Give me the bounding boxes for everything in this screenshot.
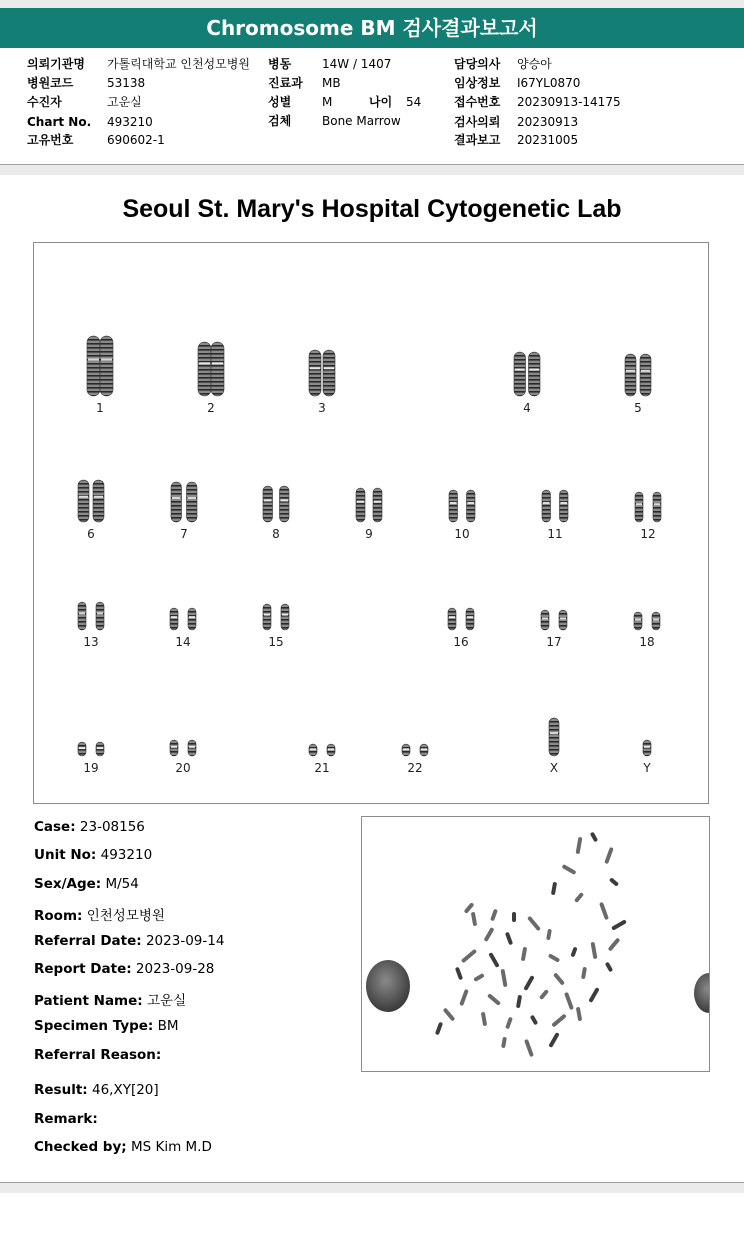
- metaphase-chromosome: [527, 916, 541, 932]
- info-value: 53138: [107, 76, 146, 90]
- chromosome-glyph: [305, 349, 339, 397]
- chromosome-label: 12: [640, 527, 656, 541]
- metaphase-chromosome: [435, 1022, 443, 1036]
- metaphase-chromosome: [548, 1032, 559, 1048]
- info-value: M: [322, 95, 333, 109]
- room-value: 인천성모병원: [86, 908, 165, 924]
- result-value: 46,XY[20]: [91, 1082, 159, 1098]
- metaphase-chromosome: [524, 1039, 534, 1057]
- metaphase-chromosome: [551, 1014, 567, 1028]
- metaphase-chromosome: [551, 882, 557, 895]
- metaphase-chromosome: [588, 987, 599, 1003]
- metaphase-chromosome: [574, 892, 584, 903]
- remark-line: [34, 1111, 98, 1127]
- info-label: 검체: [268, 114, 292, 128]
- chromosome-label: 16: [453, 635, 469, 649]
- chromosome-glyph: [83, 335, 117, 397]
- referral-date-label: Referral Date:: [34, 933, 142, 949]
- info-value: 20230913: [517, 115, 579, 129]
- metaphase-chromosome: [523, 975, 534, 991]
- metaphase-chromosome: [473, 973, 485, 982]
- chromosome-glyph: [74, 479, 108, 523]
- chromosome-glyph: [259, 603, 293, 631]
- chromosome-glyph: [74, 601, 108, 631]
- chromosome-label: 19: [83, 761, 99, 775]
- info-value: 20231005: [517, 133, 579, 147]
- metaphase-chromosome: [505, 932, 513, 946]
- chromosome-pair-14: [148, 607, 218, 649]
- info-label: 성별: [268, 95, 292, 109]
- reason-label: Referral Reason:: [34, 1047, 162, 1063]
- chromosome-label: 4: [523, 401, 531, 415]
- referral-date-value: 2023-09-14: [145, 933, 225, 949]
- info-value: MB: [322, 76, 341, 90]
- patient-value: 고운실: [146, 993, 187, 1009]
- metaphase-chromosome: [530, 1015, 538, 1026]
- chromosome-pair-y: [612, 739, 682, 775]
- info-label: 결과보고: [454, 133, 501, 147]
- sexage-label: Sex/Age:: [34, 876, 102, 892]
- unit-line: [34, 847, 152, 863]
- chromosome-label: Y: [643, 761, 651, 775]
- chromosome-glyph: [259, 485, 293, 523]
- chromosome-pair-17: [519, 609, 589, 649]
- info-label-age: 나이: [369, 95, 393, 109]
- chromosome-glyph: [194, 341, 228, 397]
- chromosome-label: 15: [268, 635, 284, 649]
- info-label: Chart No.: [27, 115, 92, 129]
- chromosome-label: 1: [96, 401, 104, 415]
- metaphase-chromosome: [521, 947, 527, 961]
- case-line: [34, 819, 145, 835]
- info-label: 담당의사: [454, 57, 501, 71]
- metaphase-chromosome: [591, 942, 598, 959]
- chromosome-glyph: [537, 609, 571, 631]
- chromosome-label: 10: [454, 527, 470, 541]
- info-label: 병원코드: [27, 76, 74, 90]
- metaphase-chromosome: [562, 864, 577, 875]
- chromosome-glyph: [445, 489, 479, 523]
- metaphase-chromosome: [459, 989, 469, 1006]
- metaphase-chromosome: [605, 962, 613, 973]
- metaphase-chromosome: [548, 953, 560, 962]
- chromosome-label: X: [549, 761, 559, 775]
- section-separator: [0, 165, 744, 175]
- case-value: 23-08156: [79, 819, 145, 835]
- remark-label: Remark:: [34, 1111, 98, 1127]
- info-value: 고운실: [107, 95, 142, 109]
- chromosome-glyph: [167, 481, 201, 523]
- chromosome-label: 22: [407, 761, 423, 775]
- chromosome-pair-16: [426, 607, 496, 649]
- patient-line: [34, 989, 186, 1009]
- checked-value: MS Kim M.D: [130, 1139, 212, 1155]
- specimen-value: BM: [157, 1018, 179, 1034]
- chromosome-label: 14: [175, 635, 191, 649]
- metaphase-image: [361, 816, 710, 1072]
- info-value: 493210: [107, 115, 153, 129]
- chromosome-spread: [435, 832, 627, 1057]
- chromosome-glyph: [631, 491, 665, 523]
- metaphase-chromosome: [443, 1007, 456, 1021]
- chromosome-label: 11: [547, 527, 563, 541]
- chromosome-pair-8: [241, 485, 311, 541]
- patient-label: Patient Name:: [34, 993, 143, 1009]
- info-label: 진료과: [268, 76, 303, 90]
- room-line: [34, 904, 165, 924]
- chromosome-label: 5: [634, 401, 642, 415]
- chromosome-glyph: [621, 353, 655, 397]
- chromosome-glyph: [538, 489, 572, 523]
- interphase-nucleus-left: [366, 960, 410, 1012]
- chromosome-glyph: [398, 743, 432, 757]
- info-label: 접수번호: [454, 95, 501, 109]
- checked-line: [34, 1139, 212, 1155]
- chromosome-pair-19: [56, 741, 126, 775]
- metaphase-chromosome: [590, 832, 598, 843]
- chromosome-pair-9: [334, 487, 404, 541]
- footer-separator: [0, 1183, 744, 1193]
- metaphase-chromosome: [516, 995, 522, 1008]
- metaphase-chromosome: [501, 1037, 507, 1049]
- case-label: Case:: [34, 819, 76, 835]
- metaphase-chromosome: [570, 947, 577, 958]
- metaphase-chromosome: [461, 949, 477, 964]
- metaphase-chromosome: [471, 912, 477, 926]
- info-value: Bone Marrow: [322, 114, 401, 128]
- metaphase-chromosome: [490, 909, 498, 922]
- report-date-label: Report Date:: [34, 961, 132, 977]
- unit-label: Unit No:: [34, 847, 97, 863]
- chromosome-label: 18: [639, 635, 655, 649]
- metaphase-spread: [362, 817, 709, 1071]
- info-label: 수진자: [27, 95, 62, 109]
- metaphase-chromosome: [500, 969, 507, 987]
- chromosome-label: 6: [87, 527, 95, 541]
- metaphase-chromosome: [553, 972, 565, 985]
- chromosome-pair-5: [603, 353, 673, 415]
- chromosome-glyph: [74, 741, 108, 757]
- report-date-value: 2023-09-28: [135, 961, 215, 977]
- metaphase-chromosome: [609, 877, 619, 886]
- chromosome-glyph: [510, 351, 544, 397]
- metaphase-chromosome: [539, 989, 549, 1000]
- room-label: Room:: [34, 908, 83, 924]
- chromosome-pair-3: [287, 349, 357, 415]
- metaphase-chromosome: [484, 927, 495, 942]
- chromosome-pair-18: [612, 611, 682, 649]
- chromosome-label: 3: [318, 401, 326, 415]
- chromosome-pair-1: [65, 335, 135, 415]
- result-line: [34, 1082, 159, 1098]
- metaphase-chromosome: [599, 902, 609, 920]
- metaphase-chromosome: [455, 967, 463, 981]
- metaphase-chromosome: [611, 919, 627, 930]
- specimen-line: [34, 1018, 179, 1034]
- checked-label: Checked by;: [34, 1139, 127, 1155]
- metaphase-chromosome: [505, 1017, 513, 1030]
- info-value: 가톨릭대학교 인천성모병원: [107, 57, 250, 71]
- info-value-age: 54: [406, 95, 422, 109]
- info-label: 병동: [268, 57, 292, 71]
- unit-value: 493210: [100, 847, 153, 863]
- metaphase-chromosome: [576, 837, 583, 854]
- info-value: I67YL0870: [517, 76, 581, 90]
- chromosome-pair-2: [176, 341, 246, 415]
- metaphase-chromosome: [608, 937, 621, 951]
- chromosome-pair-20: [148, 739, 218, 775]
- info-value: 양승아: [517, 57, 552, 71]
- metaphase-chromosome: [512, 912, 516, 922]
- chromosome-glyph: [166, 739, 200, 757]
- report-title: Chromosome BM 검사결과보고서: [0, 8, 744, 48]
- chromosome-label: 13: [83, 635, 99, 649]
- karyogram-panel: [33, 242, 709, 804]
- sexage-value: M/54: [105, 876, 139, 892]
- chromosome-pair-15: [241, 603, 311, 649]
- chromosome-label: 2: [207, 401, 215, 415]
- reason-line: [34, 1047, 161, 1063]
- lab-title: Seoul St. Mary's Hospital Cytogenetic Lab: [122, 195, 622, 223]
- referral-date-line: [34, 933, 224, 949]
- chromosome-label: 9: [365, 527, 373, 541]
- chromosome-glyph: [547, 717, 561, 757]
- info-value: 20230913-14175: [517, 95, 621, 109]
- top-band: [0, 0, 744, 8]
- metaphase-chromosome: [604, 847, 614, 864]
- specimen-label: Specimen Type:: [34, 1018, 154, 1034]
- chromosome-label: 17: [546, 635, 562, 649]
- info-label: 검사의뢰: [454, 115, 501, 129]
- metaphase-chromosome: [487, 993, 501, 1006]
- chromosome-glyph: [352, 487, 386, 523]
- metaphase-chromosome: [576, 1007, 582, 1021]
- sexage-line: [34, 876, 139, 892]
- info-value: 14W / 1407: [322, 57, 392, 71]
- report-date-line: [34, 961, 214, 977]
- chromosome-pair-12: [613, 491, 683, 541]
- info-value: 690602-1: [107, 133, 165, 147]
- chromosome-label: 8: [272, 527, 280, 541]
- metaphase-chromosome: [581, 967, 587, 980]
- info-label: 임상정보: [454, 76, 501, 90]
- chromosome-pair-10: [427, 489, 497, 541]
- chromosome-pair-7: [149, 481, 219, 541]
- chromosome-label: 7: [180, 527, 188, 541]
- chromosome-pair-x: [519, 717, 589, 775]
- chromosome-label: 21: [314, 761, 330, 775]
- metaphase-chromosome: [488, 952, 499, 968]
- chromosome-pair-13: [56, 601, 126, 649]
- metaphase-chromosome: [546, 929, 552, 941]
- chromosome-pair-22: [380, 743, 450, 775]
- info-label: 고유번호: [27, 133, 74, 147]
- result-label: Result:: [34, 1082, 88, 1098]
- chromosome-pair-21: [287, 743, 357, 775]
- chromosome-pair-4: [492, 351, 562, 415]
- metaphase-chromosome: [481, 1012, 487, 1026]
- chromosome-glyph: [630, 611, 664, 631]
- chromosome-glyph: [444, 607, 478, 631]
- metaphase-chromosome: [564, 992, 574, 1010]
- chromosome-label: 20: [175, 761, 191, 775]
- chromosome-glyph: [640, 739, 654, 757]
- chromosome-glyph: [305, 743, 339, 757]
- chromosome-pair-11: [520, 489, 590, 541]
- chromosome-glyph: [166, 607, 200, 631]
- interphase-nucleus-right: [694, 973, 709, 1013]
- chromosome-pair-6: [56, 479, 126, 541]
- info-label: 의뢰기관명: [27, 57, 85, 71]
